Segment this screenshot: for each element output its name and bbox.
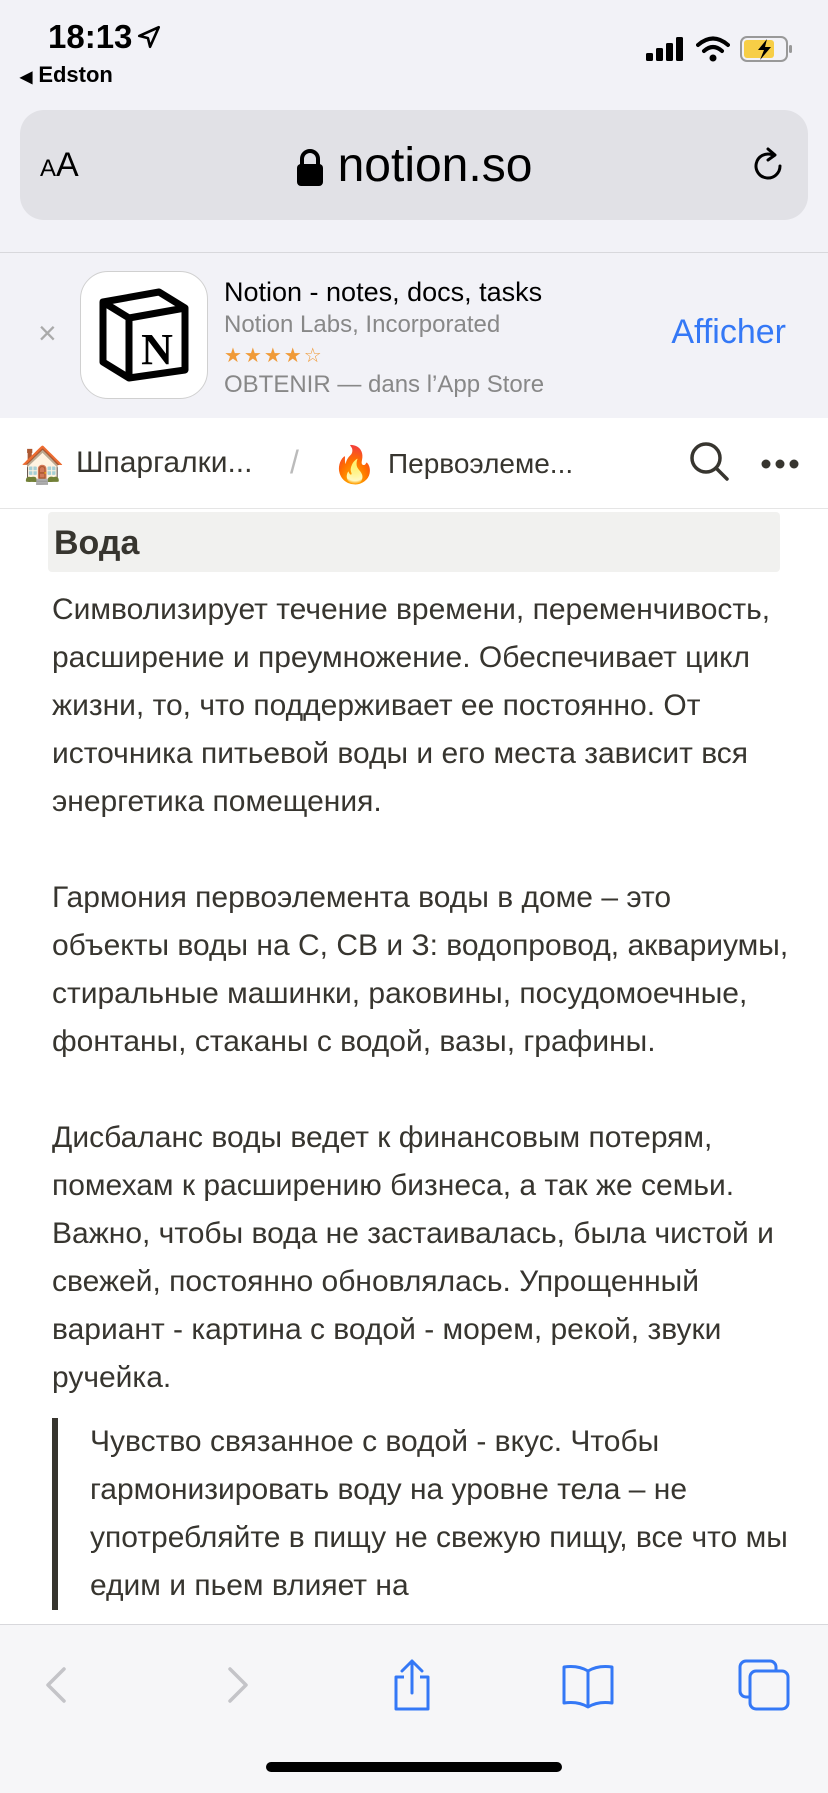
reload-icon[interactable] [748, 146, 788, 186]
open-app-button[interactable]: Afficher [671, 313, 786, 351]
share-icon[interactable] [384, 1657, 440, 1713]
paragraph-2: Гармония первоэлемента воды в доме – это объекты воды на С, СВ и З: водопровод, аквариумы, стиральные машинки, раковины, посудомоечные, фонтаны, стаканы с водой, вазы, графины. [52, 881, 789, 1058]
status-bar [0, 0, 828, 96]
app-store-banner [0, 252, 828, 420]
notion-logo-letter: N [141, 325, 173, 374]
paragraph-1: Символизирует течение времени, переменчивость, расширение и преумножение. Обеспечивает цикл жизни, то, что поддерживает ее постоянно. От источника питьевой воды и его места зависит вся энергетика помещения. [52, 593, 771, 818]
home-indicator [266, 1762, 562, 1772]
quote-block: Чувство связанное с водой - вкус. Чтобы гармонизировать воду на уровне тела – не употребляйте в пищу не свежую пищу, все что мы едим и пьем влияет на [52, 1418, 828, 1610]
system-icons [646, 34, 794, 64]
notion-topbar [0, 418, 828, 509]
browser-address-area [0, 96, 828, 252]
back-to-app-link[interactable] [20, 62, 113, 88]
battery-charging-icon [740, 35, 794, 63]
house-emoji-icon[interactable]: 🏠 [20, 444, 65, 485]
chevron-right-icon[interactable] [208, 1657, 264, 1713]
more-icon[interactable] [760, 458, 800, 470]
status-time: 18:13 [48, 18, 133, 55]
text-size-large-label: A [56, 146, 79, 184]
breadcrumb-separator: / [290, 444, 299, 480]
notion-logo-icon [81, 272, 207, 398]
book-icon[interactable] [560, 1657, 616, 1713]
signal-icon [646, 37, 686, 61]
notion-app-icon[interactable] [80, 271, 208, 399]
url-display[interactable] [20, 138, 808, 193]
back-triangle-icon: ◀ [20, 69, 33, 86]
lock-icon [296, 149, 324, 187]
url-text: notion.so [337, 139, 533, 192]
search-icon[interactable] [688, 440, 730, 482]
app-name: Notion - notes, docs, tasks [224, 277, 543, 307]
heading-text: Вода [54, 524, 140, 562]
app-developer: Notion Labs, Incorporated [224, 311, 501, 338]
breadcrumb-current[interactable]: Первоэлеме... [388, 448, 574, 479]
app-rating-stars: ★★★★☆ [224, 345, 324, 367]
app-get-text: OBTENIR — dans l’App Store [224, 371, 545, 398]
wifi-icon [696, 36, 730, 62]
tabs-icon[interactable] [736, 1657, 792, 1713]
text-size-small-label: A [40, 155, 57, 182]
address-bar[interactable] [20, 110, 808, 220]
paragraph-3: Дисбаланс воды ведет к финансовым потерям, помехам к расширению бизнеса, а так же семьи. Важно, чтобы вода не застаивалась, была чистой и свежей, постоянно обновлялась. Упрощенный вариант - картина с водой - морем, рекой, звуки ручейка. [52, 1121, 774, 1394]
page-content [0, 508, 828, 1624]
chevron-left-icon[interactable] [30, 1657, 86, 1713]
fire-emoji-icon[interactable]: 🔥 [332, 444, 377, 485]
close-icon[interactable]: × [38, 315, 57, 351]
location-arrow-icon [136, 24, 162, 50]
breadcrumb-parent[interactable]: Шпаргалки... [76, 446, 253, 479]
back-app-label: Edston [38, 62, 113, 87]
section-heading [48, 512, 780, 572]
